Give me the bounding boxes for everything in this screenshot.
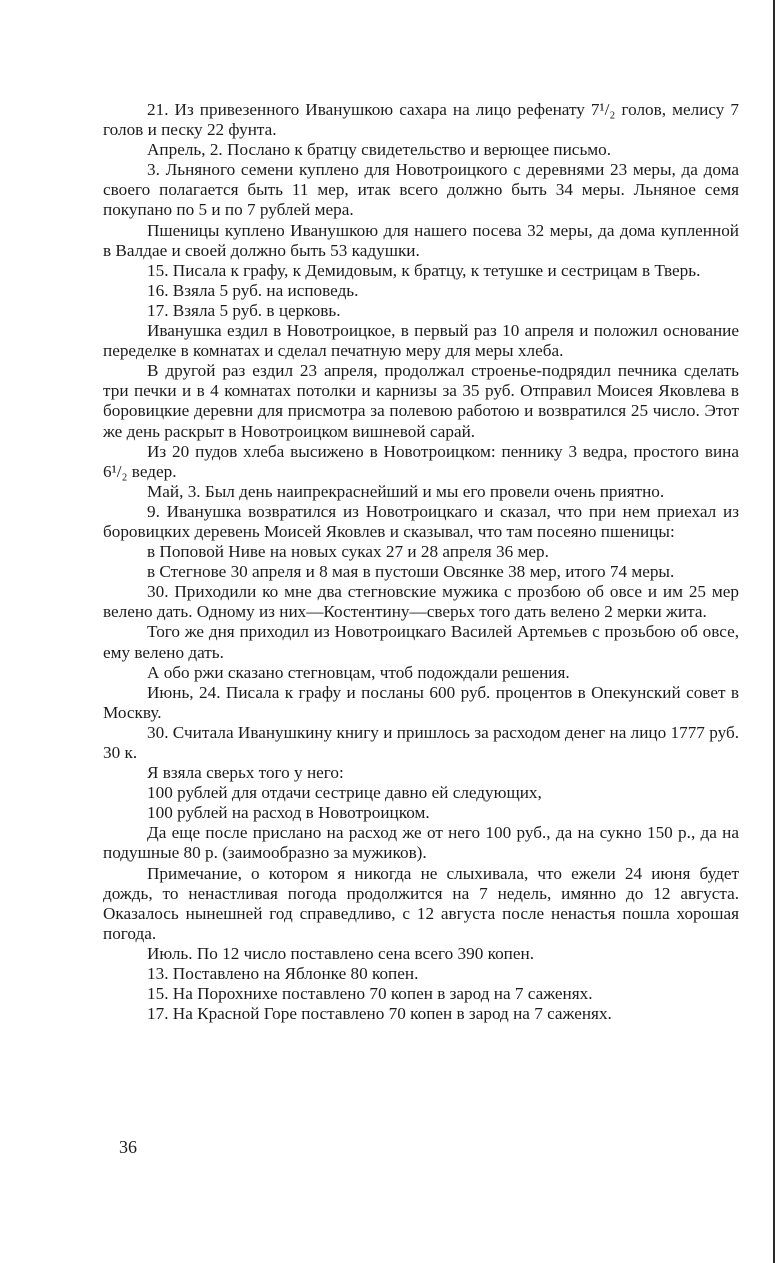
paragraph: 30. Приходили ко мне два стегновские мужика с прозбою об овсе и им 25 мер велено дать. Одному из них—Костентину—сверьх того дать велено 2 мерки жита. bbox=[103, 582, 739, 622]
paragraph: Май, 3. Был день наипрекраснейший и мы его провели очень приятно. bbox=[147, 481, 665, 501]
paragraph: В другой раз ездил 23 апреля, продолжал строенье-подрядил печника сделать три печки и в 4 комнатах потолки и карнизы за 35 руб. Отправил Моисея Яковлева в боровицкие деревни для присмотра за полевою работою и возвратился 25 число. Этот же день раскрыт в Новотроицком вишневой сарай. bbox=[103, 361, 739, 441]
paragraph: Я взяла сверьх того у него: bbox=[147, 763, 344, 783]
paragraph: 30. Считала Иванушкину книгу и пришлось за расходом денег на лицо 1777 руб. 30 к. bbox=[103, 722, 739, 762]
paragraph: Июнь, 24. Писала к графу и посланы 600 руб. процентов в Опекунский совет в Москву. bbox=[103, 682, 739, 722]
paragraph: 21. Из привезенного Иванушкою сахара на лицо рефенату 7¹/₂ голов, мелису 7 голов и песку 22 фунта. bbox=[103, 100, 739, 140]
paragraph: в Стегнове 30 апреля и 8 мая в пустоши Овсянке 38 мер, итого 74 меры. bbox=[147, 562, 675, 582]
paragraph: Из 20 пудов хлеба высижено в Новотроицком: пеннику 3 ведра, простого вина 6¹/₂ ведер. bbox=[103, 441, 739, 481]
paragraph: 15. Писала к графу, к Демидовым, к братцу, к тетушке и сестрицам в Тверь. bbox=[147, 260, 701, 280]
paragraph: Пшеницы куплено Иванушкою для нашего посева 32 меры, да дома купленной в Валдае и своей должно быть 53 кадушки. bbox=[103, 220, 739, 260]
page-text bbox=[103, 100, 739, 1024]
paragraph: в Поповой Ниве на новых суках 27 и 28 апреля 36 мер. bbox=[147, 542, 549, 562]
paragraph: Иванушка ездил в Новотроицкое, в первый раз 10 апреля и положил основание переделке в комнатах и сделал печатную меру для меры хлеба. bbox=[103, 321, 739, 361]
paragraph: 15. На Порохнихе поставлено 70 копен в зарод на 7 саженях. bbox=[147, 984, 593, 1004]
paragraph: 100 рублей для отдачи сестрице давно ей следующих, bbox=[147, 783, 542, 803]
paragraph: 3. Льняного семени куплено для Новотроицкого с деревнями 23 меры, да дома своего полагается быть 11 мер, итак всего должно быть 34 меры. Льняное семя покупано по 5 и по 7 рублей мера. bbox=[103, 160, 739, 220]
paragraph: Апрель, 2. Послано к братцу свидетельство и верющее письмо. bbox=[147, 140, 612, 160]
paragraph: 9. Иванушка возвратился из Новотроицкаго и сказал, что при нем приехал из боровицких деревень Моисей Яковлев и сказывал, что там посеяно пшеницы: bbox=[103, 501, 739, 541]
paragraph: 17. На Красной Горе поставлено 70 копен в зарод на 7 саженях. bbox=[147, 1004, 612, 1024]
paragraph: 16. Взяла 5 руб. на исповедь. bbox=[147, 280, 359, 300]
paragraph: Примечание, о котором я никогда не слыхивала, что ежели 24 июня будет дождь, то ненастливая погода продолжится на 7 недель, имянно до 12 августа. Оказалось нынешней год справедливо, с 12 августа после ненастья пошла хорошая погода. bbox=[103, 863, 739, 943]
paragraph: 100 рублей на расход в Новотроицком. bbox=[147, 803, 430, 823]
paragraph: Июль. По 12 число поставлено сена всего 390 копен. bbox=[147, 943, 534, 963]
paragraph: А обо ржи сказано стегновцам, чтоб подождали решения. bbox=[147, 662, 570, 682]
page-number: 36 bbox=[119, 1137, 137, 1157]
paragraph: 17. Взяла 5 руб. в церковь. bbox=[147, 300, 341, 320]
paragraph: Того же дня приходил из Новотроицкаго Василей Артемьев с прозьбою об овсе, ему велено дать. bbox=[103, 622, 739, 662]
paragraph: Да еще после прислано на расход же от него 100 руб., да на сукно 150 р., да на подушные 80 р. (заимообразно за мужиков). bbox=[103, 823, 739, 863]
paragraph: 13. Поставлено на Яблонке 80 копен. bbox=[147, 964, 419, 984]
